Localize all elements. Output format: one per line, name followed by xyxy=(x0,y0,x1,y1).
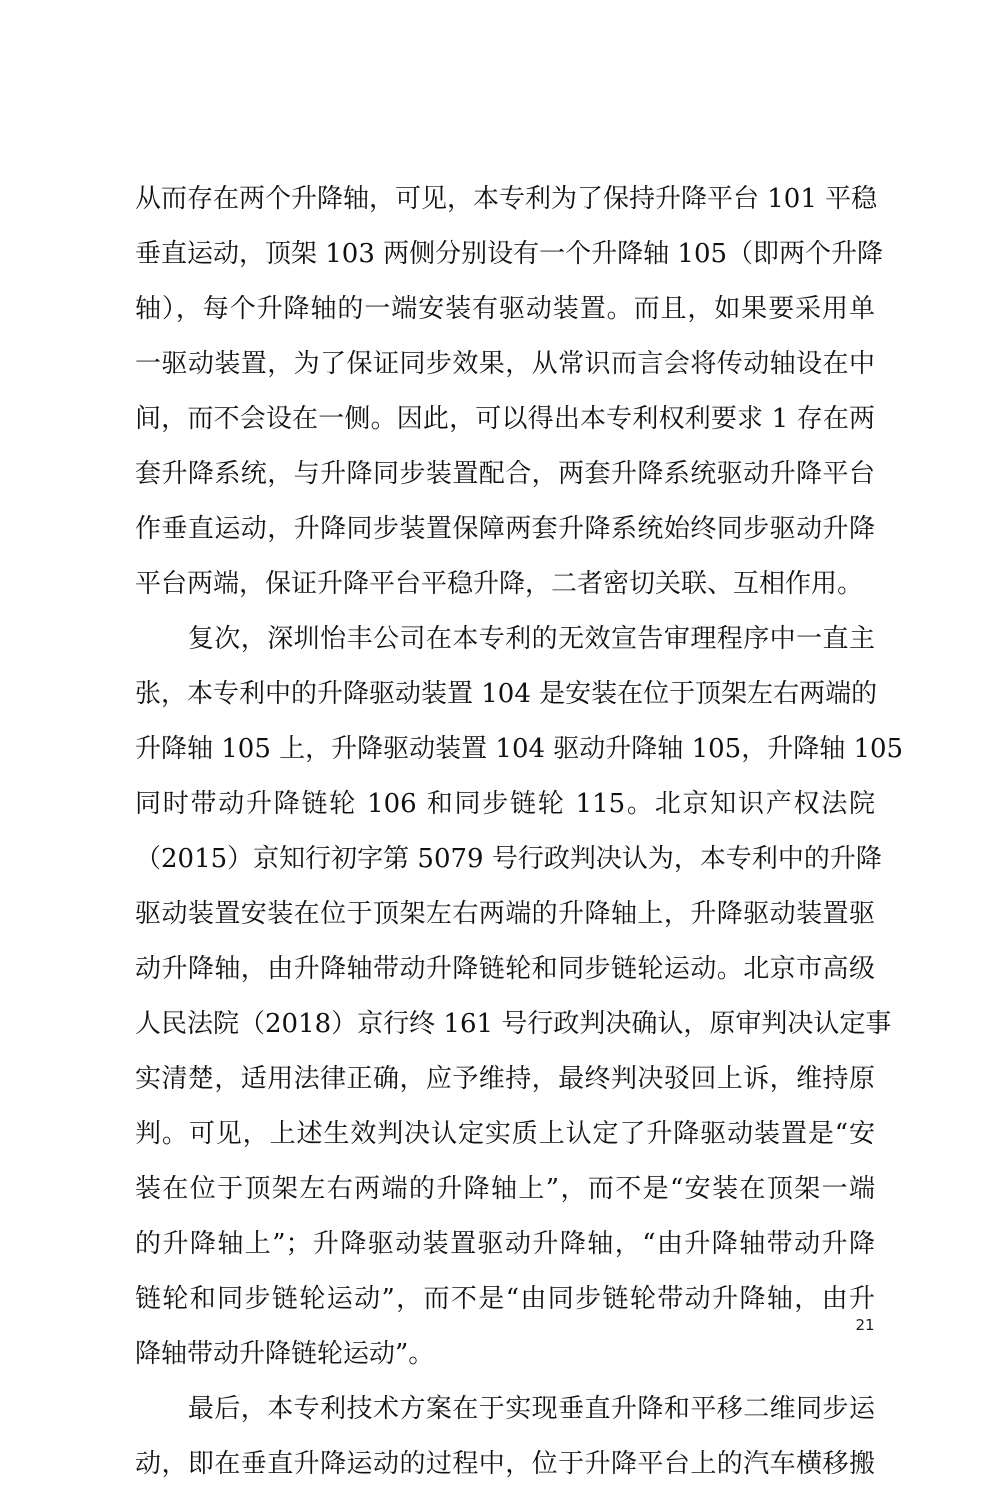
text-line: 复次，深圳怡丰公司在本专利的无效宣告审理程序中一直主 xyxy=(135,624,875,654)
text-line: 动，即在垂直升降运动的过程中，位于升降平台上的汽车横移搬 xyxy=(135,1449,875,1479)
text-line: 实清楚，适用法律正确，应予维持，最终判决驳回上诉，维持原 xyxy=(135,1064,875,1094)
text-line: 作垂直运动，升降同步装置保障两套升降系统始终同步驱动升降 xyxy=(135,514,875,544)
text-line: 链轮和同步链轮运动”，而不是“由同步链轮带动升降轴，由升 xyxy=(135,1284,875,1314)
text-line: 从而存在两个升降轴，可见，本专利为了保持升降平台 101 平稳 xyxy=(135,184,878,214)
text-line: 降轴带动升降链轮运动”。 xyxy=(135,1339,435,1369)
text-line: 升降轴 105 上，升降驱动装置 104 驱动升降轴 105，升降轴 105 xyxy=(135,734,904,764)
text-line: 张，本专利中的升降驱动装置 104 是安装在位于顶架左右两端的 xyxy=(135,679,878,709)
text-line: 判。可见，上述生效判决认定实质上认定了升降驱动装置是“安 xyxy=(135,1119,875,1149)
text-line: 人民法院（2018）京行终 161 号行政判决确认，原审判决认定事 xyxy=(135,1009,892,1039)
text-line: 驱动装置安装在位于顶架左右两端的升降轴上，升降驱动装置驱 xyxy=(135,899,875,929)
text-line: 垂直运动，顶架 103 两侧分别设有一个升降轴 105（即两个升降 xyxy=(135,239,884,269)
text-line: 最后，本专利技术方案在于实现垂直升降和平移二维同步运 xyxy=(135,1394,875,1424)
text-line: 套升降系统，与升降同步装置配合，两套升降系统驱动升降平台 xyxy=(135,459,875,489)
text-line: 同时带动升降链轮 106 和同步链轮 115。北京知识产权法院 xyxy=(135,789,875,819)
text-line: 平台两端，保证升降平台平稳升降，二者密切关联、互相作用。 xyxy=(135,569,864,599)
text-line: 间，而不会设在一侧。因此，可以得出本专利权利要求 1 存在两 xyxy=(135,404,875,434)
text-line: 动升降轴，由升降轴带动升降链轮和同步链轮运动。北京市高级 xyxy=(135,954,875,984)
text-line: 轴），每个升降轴的一端安装有驱动装置。而且，如果要采用单 xyxy=(135,294,875,324)
text-line: 一驱动装置，为了保证同步效果，从常识而言会将传动轴设在中 xyxy=(135,349,875,379)
page-number: 21 xyxy=(855,1316,875,1334)
text-line: 装在位于顶架左右两端的升降轴上”，而不是“安装在顶架一端 xyxy=(135,1174,875,1204)
body-text xyxy=(135,172,904,1492)
text-line: 的升降轴上”；升降驱动装置驱动升降轴，“由升降轴带动升降 xyxy=(135,1229,875,1259)
text-line: （2015）京知行初字第 5079 号行政判决认为，本专利中的升降 xyxy=(135,844,882,874)
